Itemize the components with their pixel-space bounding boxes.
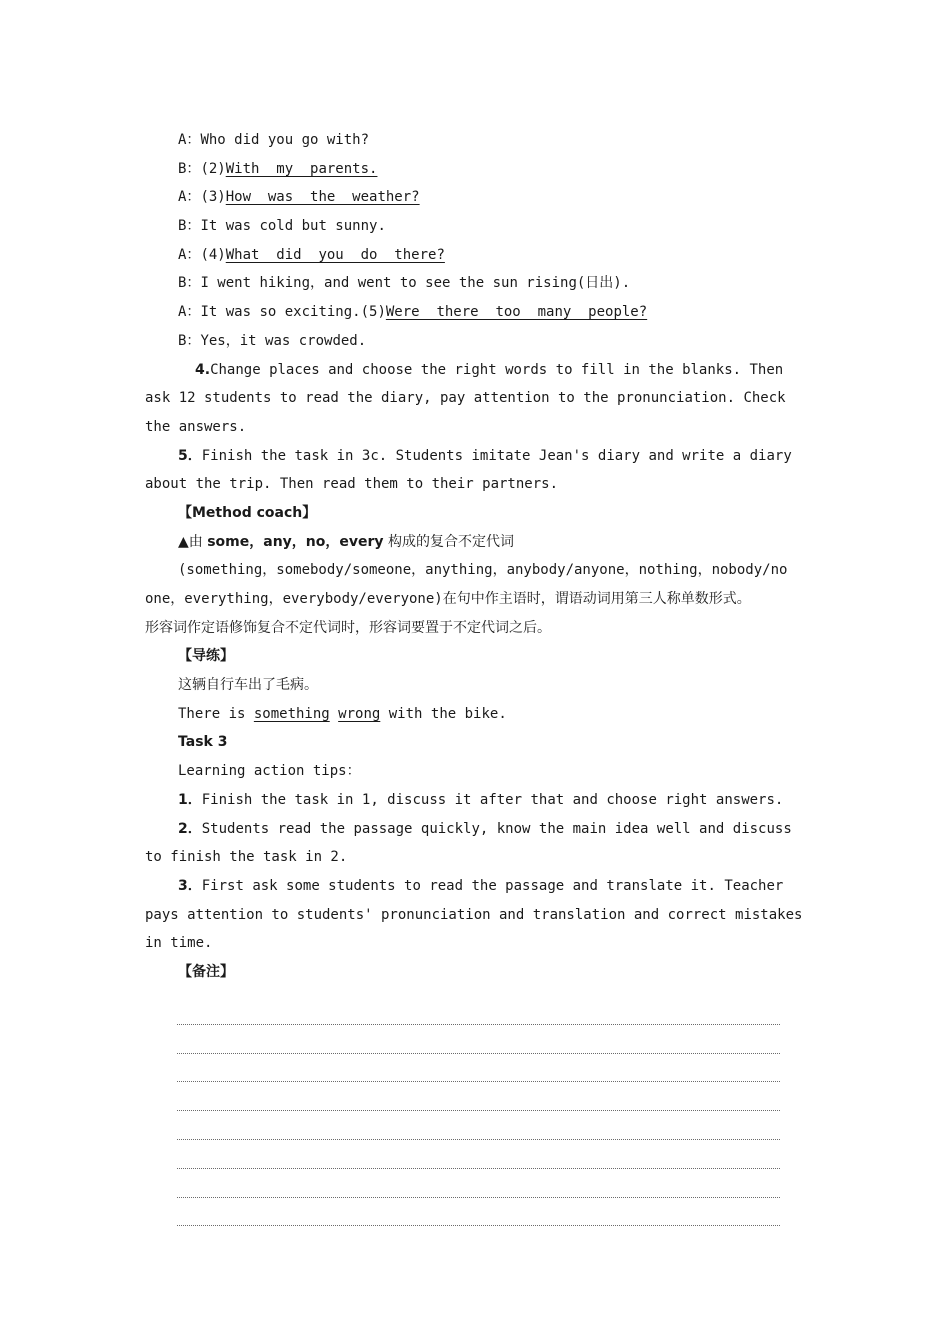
speaker-label: A： [178,189,201,206]
answer-text: With my parents. [225,160,378,177]
writing-line[interactable] [177,1054,780,1083]
guide-english-sentence [145,700,810,729]
tip-text: Students read the passage quickly, know the main idea well and discuss [201,820,792,837]
dialog-line [145,241,810,270]
step-5-line [145,442,810,471]
answer-text: Were there too many people? [385,304,648,321]
tip-number: 1． [178,791,202,808]
tip-item [145,872,810,901]
task-3-title: Task 3 [178,734,228,751]
notes-heading: 【备注】 [178,963,234,980]
writing-line[interactable] [177,1111,780,1140]
grammar-explanation-line: 形容词作定语修饰复合不定代词时，形容词要置于不定代词之后。 [145,619,551,636]
step-number: 5． [178,447,202,464]
answer-text: something [253,705,330,722]
writing-line[interactable] [177,1198,780,1227]
writing-line[interactable] [177,996,780,1025]
writing-line[interactable] [177,1169,780,1198]
sentence-text: There is [178,705,254,722]
tip-item-continued: pays attention to students' pronunciation and translation and correct mistakes [145,906,803,923]
guide-heading: 【导练】 [178,648,234,665]
rule-prefix: ▲由 [178,533,208,550]
document-page [145,126,810,987]
grammar-rule [145,528,810,557]
step-text: the answers. [145,418,247,435]
tip-item [145,786,810,815]
dialog-line [145,298,810,327]
step-text: about the trip. Then read them to their partners. [145,476,559,493]
answer-text: How was the weather? [225,189,420,206]
tip-number: 3． [178,877,202,894]
dialog-text: Yes，it was crowded. [200,332,367,349]
method-coach-heading: 【Method coach】 [178,504,317,521]
speaker-label: B： [178,332,201,349]
step-4-line [145,356,810,385]
tip-item-continued: in time. [145,935,213,952]
dialog-line [145,126,810,155]
dialog-line [145,212,810,241]
writing-line[interactable] [177,1082,780,1111]
speaker-label: B： [178,218,201,235]
answer-text: What did you do there? [225,246,445,263]
tips-label: Learning action tips： [178,763,361,780]
blank-number: (2) [200,160,226,177]
dialog-line [145,155,810,184]
step-5-line [145,470,810,499]
step-number: 4. [195,361,211,378]
notes-lines [177,996,780,1226]
dialog-line [145,183,810,212]
dialog-text: It was so exciting.(5) [200,304,386,321]
writing-line[interactable] [177,1140,780,1169]
tip-text: Finish the task in 1, discuss it after that and choose right answers. [201,791,784,808]
writing-line[interactable] [177,1025,780,1054]
blank-number: (3) [200,189,226,206]
step-text: Change places and choose the right words to fill in the blanks. Then [210,361,784,378]
speaker-label: A： [178,246,201,263]
dialog-line [145,327,810,356]
rule-words: some，any，no，every [207,533,384,550]
dialog-line [145,269,810,298]
step-text: Finish the task in 3c. Students imitate Jean's diary and write a diary [201,447,792,464]
tip-number: 2． [178,820,202,837]
sentence-text: with the bike. [380,705,507,722]
dialog-text: It was cold but sunny. [200,218,386,235]
speaker-label: A： [178,304,201,321]
speaker-label: B： [178,160,201,177]
answer-text: wrong [338,705,381,722]
grammar-explanation-line: one，everything，everybody/everyone)在句中作主语时，谓语动词用第三人称单数形式。 [145,591,751,607]
dialog-text: Who did you go with? [200,132,370,148]
grammar-explanation-line: (something，somebody/someone，anything，anybody/anyone，nothing，nobody/no [178,562,788,579]
tip-item [145,815,810,844]
speaker-label: A： [178,132,201,148]
rule-suffix: 构成的复合不定代词 [383,533,514,550]
tip-text: First ask some students to read the passage and translate it. Teacher [201,877,784,894]
step-4-line [145,384,810,413]
blank-number: (4) [200,246,226,263]
step-4-line [145,413,810,442]
dialog-text: I went hiking，and went to see the sun rising(日出). [200,275,631,292]
step-text: ask 12 students to read the diary, pay attention to the pronunciation. Check [145,390,786,407]
speaker-label: B： [178,275,201,292]
tip-item-continued: to finish the task in 2. [145,849,348,866]
guide-chinese-sentence: 这辆自行车出了毛病。 [178,677,318,694]
